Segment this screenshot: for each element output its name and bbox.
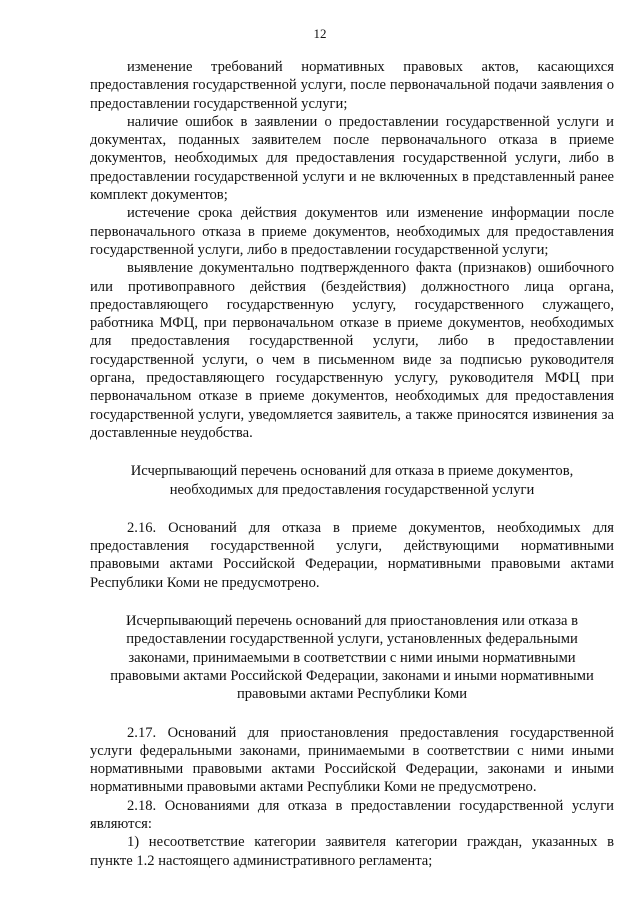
paragraph-2-16: 2.16. Оснований для отказа в приеме документов, необходимых для предоставления государственной услуги, действующими нормативными правовыми актами Российской Федерации, нормативными правовыми актами Республики Коми не предусмотрено. — [90, 519, 614, 591]
paragraph-2-17: 2.17. Оснований для приостановления предоставления государственной услуги федеральными законами, принимаемыми в соответствии с ними иными нормативными правовыми актами Российской Федерации, законами и иными нормативными правовыми актами Республики Коми не предусмотрено. — [90, 724, 614, 796]
paragraph-2-18: 2.18. Основаниями для отказа в предоставлении государственной услуги являются: — [90, 797, 614, 832]
paragraph-application-errors: наличие ошибок в заявлении о предоставлении государственной услуги и документах, поданных заявителем после первоначального отказа в приеме документов, необходимых для предоставления государственной услуги, либо в предоставлении государственной услуги и не включенных в представленный ранее комплект документов; — [90, 113, 614, 204]
paragraph-regulation-change: изменение требований нормативных правовых актов, касающихся предоставления государственной услуги, после первоначальной подачи заявления о предоставлении государственной услуги; — [90, 59, 614, 112]
paragraph-erroneous-action: выявление документально подтвержденного факта (признаков) ошибочного или противоправного действия (бездействия) должностного лица органа, предоставляющего государственную услугу, государственного служащего, работника МФЦ, при первоначальном отказе в приеме документов, необходимых для предоставления государственной услуги, либо в предоставлении государственной услуги, о чем в письменном виде за подписью руководителя органа, предоставляющего государственную услугу, руководителя МФЦ при первоначальном отказе в приеме документов, необходимых для предоставления государственной услуги, уведомляется заявитель, а также приносятся извинения за доставленные неудобства. — [90, 260, 614, 441]
paragraph-document-expiry: истечение срока действия документов или изменение информации после первоначального отказа в приеме документов, необходимых для предоставления государственной услуги, либо в предоставлении государственной услуги; — [90, 205, 614, 258]
page-number: 12 — [313, 26, 327, 41]
paragraph-2-18-item-1: 1) несоответствие категории заявителя категории граждан, указанных в пункте 1.2 настоящего административного регламента; — [90, 834, 614, 869]
section-heading-suspension-grounds: Исчерпывающий перечень оснований для приостановления или отказа в предоставлении государственной услуги, установленных федеральными законами, принимаемыми в соответствии с ними иными нормативными правовыми актами Российской Федерации, законами и иными нормативными правовыми актами Республики Коми — [110, 613, 594, 703]
section-heading-refusal-grounds: Исчерпывающий перечень оснований для отказа в приеме документов, необходимых для предоставления государственной услуги — [130, 463, 574, 498]
page-content — [90, 58, 614, 870]
